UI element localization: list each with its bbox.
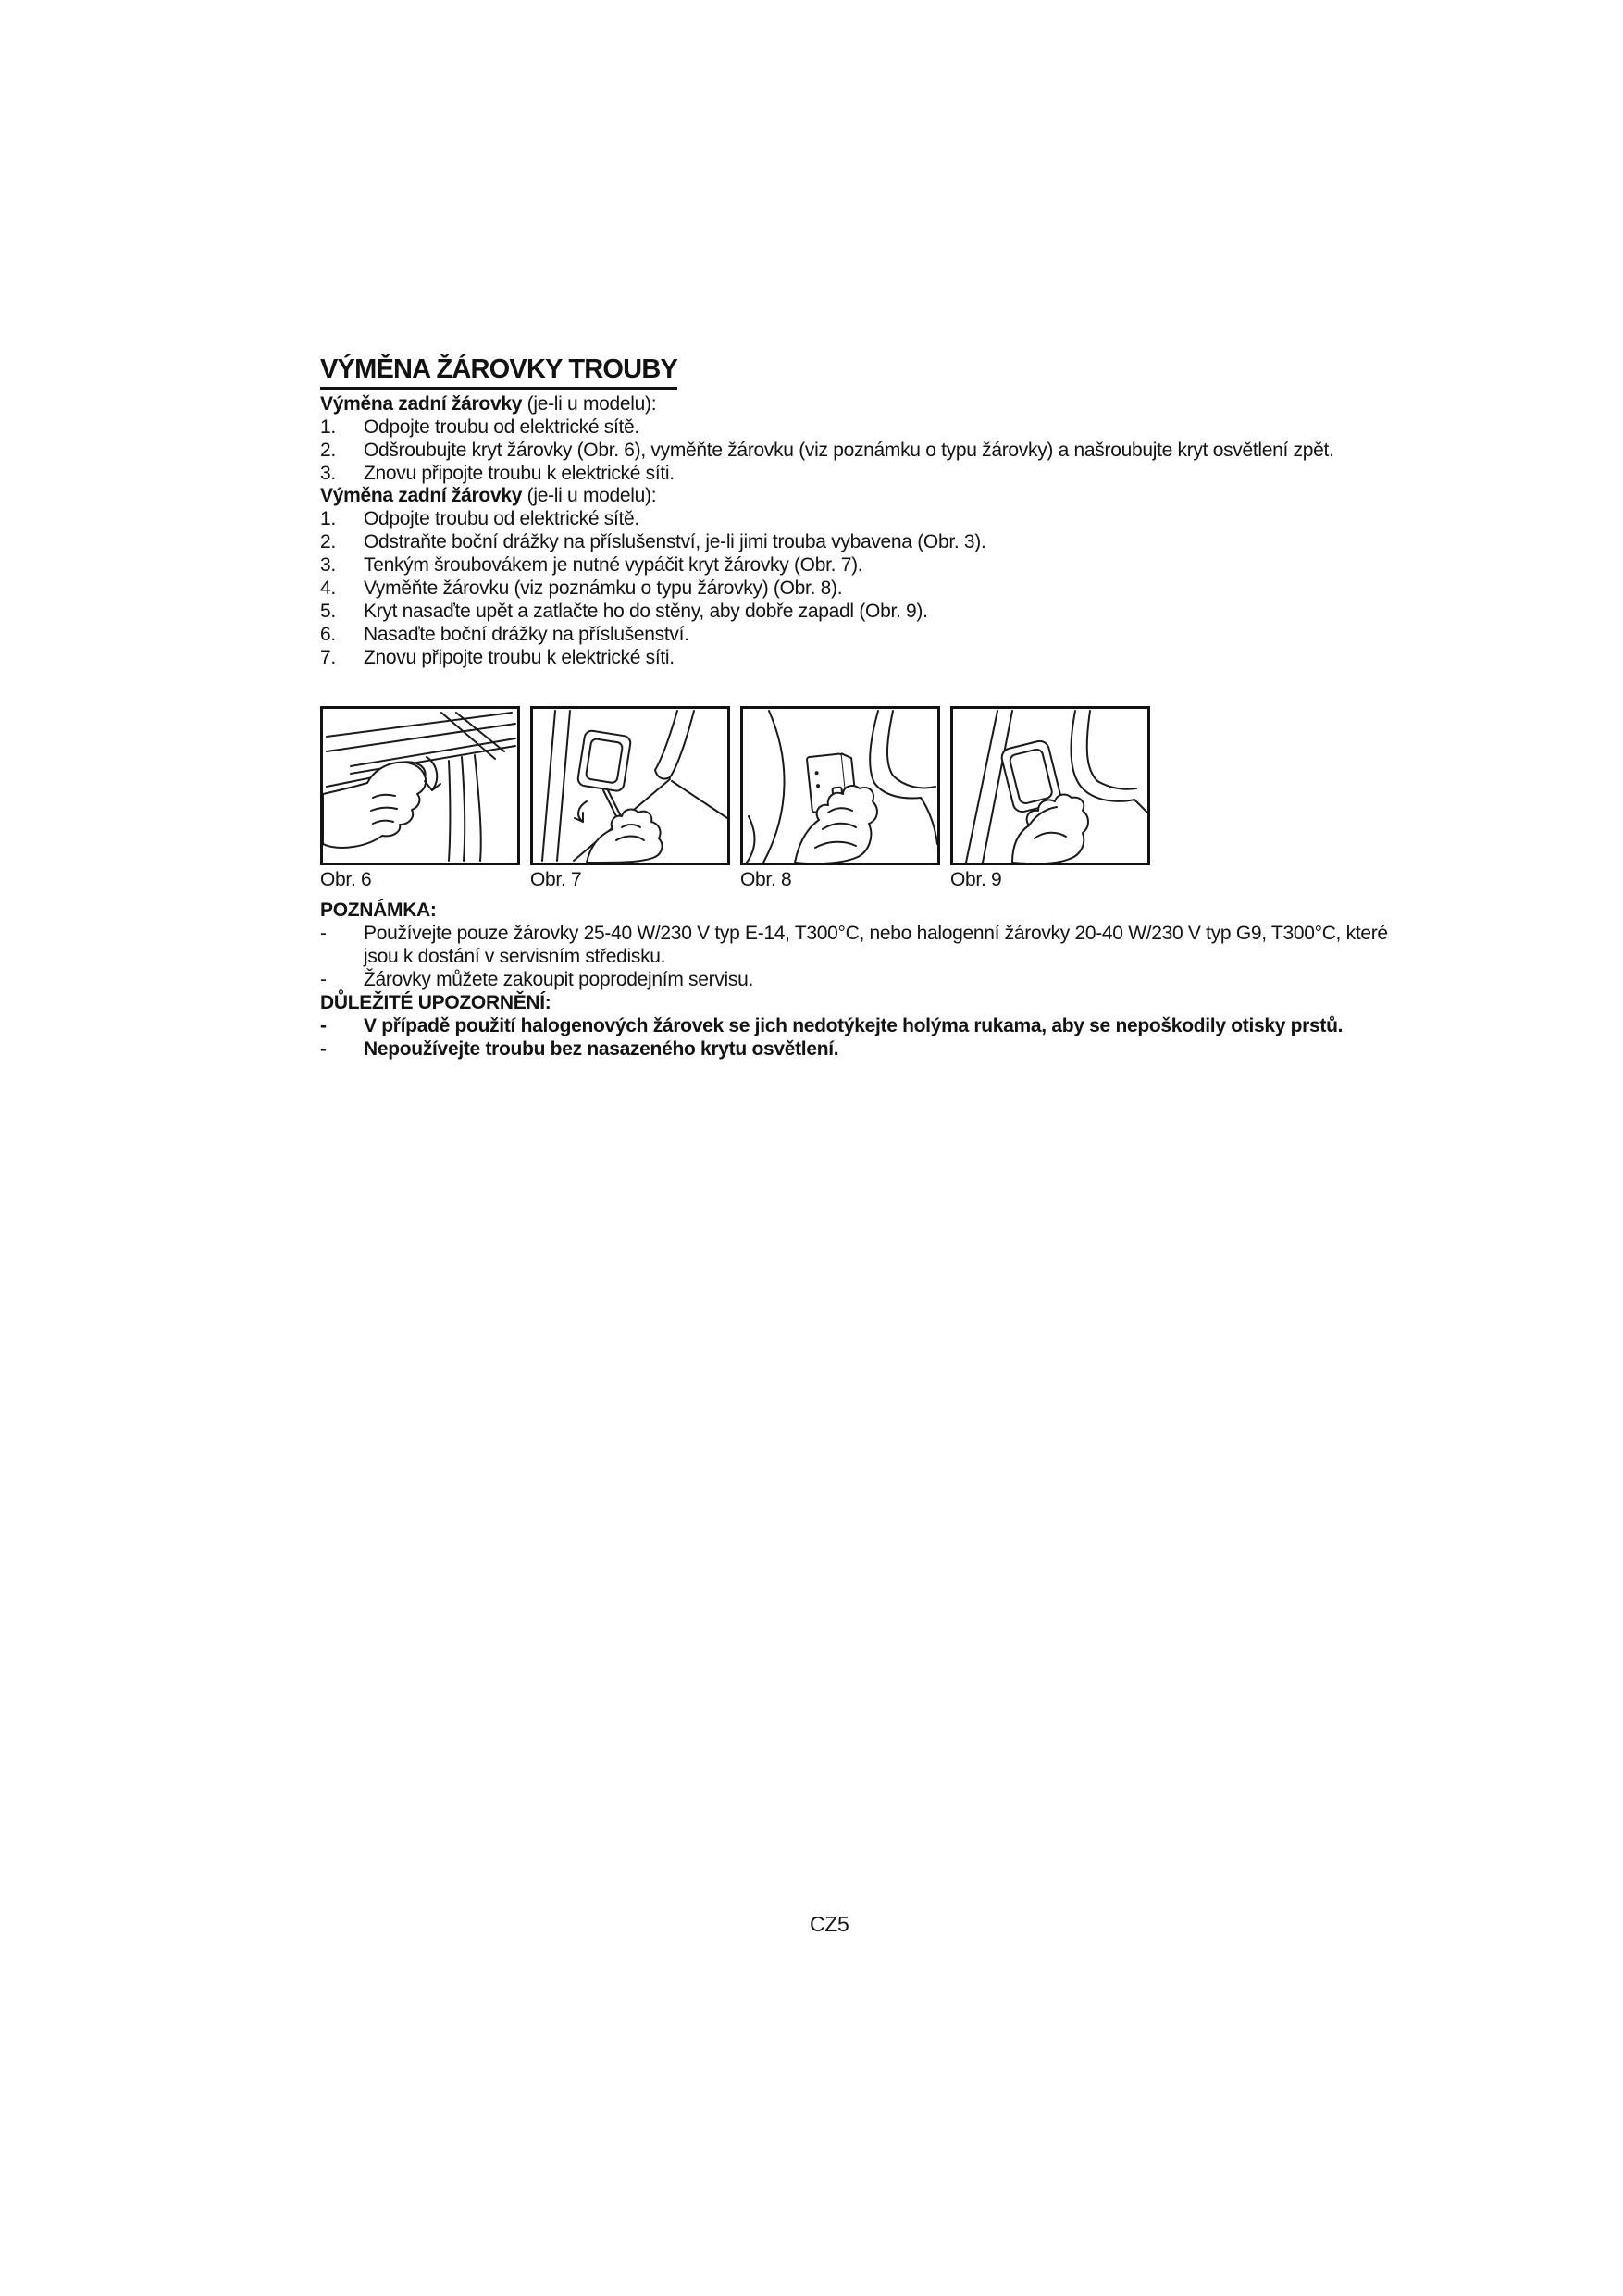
list-item bbox=[320, 462, 1334, 485]
item-text: Vyměňte žárovku (viz poznámku o typu žárovky) (Obr. 8). bbox=[364, 577, 843, 599]
obr-8-illustration bbox=[743, 709, 937, 863]
list-item bbox=[320, 1014, 1343, 1037]
item-number: 4. bbox=[320, 577, 336, 599]
list-item bbox=[320, 577, 986, 600]
section-2-heading-bold: Výměna zadní žárovky bbox=[320, 485, 523, 506]
item-text: Odpojte troubu od elektrické sítě. bbox=[364, 508, 639, 529]
item-text: Nepoužívejte troubu bez nasazeného krytu osvětlení. bbox=[364, 1038, 839, 1060]
figure-obr-6 bbox=[320, 706, 520, 891]
item-number: 3. bbox=[320, 463, 336, 484]
item-number: 2. bbox=[320, 531, 336, 552]
item-bullet: - bbox=[320, 1015, 327, 1036]
item-number: 3. bbox=[320, 554, 336, 576]
item-text: Znovu připojte troubu k elektrické síti. bbox=[364, 463, 675, 484]
section-2-heading bbox=[320, 484, 656, 507]
item-text: Tenkým šroubovákem je nutné vypáčit kryt žárovky (Obr. 7). bbox=[364, 554, 863, 576]
warning-heading: DŮLEŽITÉ UPOZORNĚNÍ: bbox=[320, 992, 551, 1013]
list-item bbox=[320, 1037, 1343, 1061]
figure-obr-7 bbox=[530, 706, 730, 891]
item-number: 1. bbox=[320, 416, 336, 438]
figures-row bbox=[320, 706, 1150, 891]
item-text-line: Používejte pouze žárovky 25-40 W/230 V typ E-14, T300°C, nebo halogenní žárovky 20-40 W/230 V typ G9, T300°C, které bbox=[364, 923, 1388, 944]
item-bullet: - bbox=[320, 969, 327, 990]
figure-caption: Obr. 9 bbox=[950, 869, 1002, 890]
section-2-heading-rest: (je-li u modelu): bbox=[522, 485, 657, 506]
item-text-line: jsou k dostání v servisním středisku. bbox=[364, 946, 666, 967]
section-1-heading bbox=[320, 392, 656, 416]
item-text: Odšroubujte kryt žárovky (Obr. 6), vyměňte žárovku (viz poznámku o typu žárovky) a našroubujte kryt osvětlení zpět. bbox=[364, 440, 1334, 461]
item-text: V případě použití halogenových žárovek se jich nedotýkejte holýma rukama, aby se nepoškodily otisky prstů. bbox=[364, 1015, 1344, 1036]
item-bullet: - bbox=[320, 1038, 327, 1060]
list-item bbox=[320, 922, 1388, 968]
item-text: Nasaďte boční drážky na příslušenství. bbox=[364, 624, 689, 645]
list-item bbox=[320, 600, 986, 623]
figure-box bbox=[740, 706, 940, 865]
section-1-heading-rest: (je-li u modelu): bbox=[522, 393, 657, 415]
section-1-heading-bold: Výměna zadní žárovky bbox=[320, 393, 523, 415]
item-text: Odpojte troubu od elektrické sítě. bbox=[364, 416, 639, 438]
section-2-list bbox=[320, 507, 986, 669]
item-number: 1. bbox=[320, 508, 336, 529]
item-number: 2. bbox=[320, 440, 336, 461]
list-item bbox=[320, 646, 986, 669]
item-number: 7. bbox=[320, 647, 336, 668]
list-item bbox=[320, 623, 986, 646]
figure-caption: Obr. 7 bbox=[530, 869, 582, 890]
section-1-list bbox=[320, 416, 1334, 485]
figure-box bbox=[530, 706, 730, 865]
obr-9-illustration bbox=[953, 709, 1147, 863]
obr-7-illustration bbox=[533, 709, 727, 863]
list-item bbox=[320, 507, 986, 530]
figure-box bbox=[950, 706, 1150, 865]
list-item bbox=[320, 416, 1334, 439]
item-bullet: - bbox=[320, 923, 327, 944]
list-item bbox=[320, 439, 1334, 462]
item-text: Znovu připojte troubu k elektrické síti. bbox=[364, 647, 675, 668]
warning-list bbox=[320, 1014, 1343, 1061]
figure-obr-8 bbox=[740, 706, 940, 891]
item-text: Žárovky můžete zakoupit poprodejním servisu. bbox=[364, 969, 753, 990]
item-number: 6. bbox=[320, 624, 336, 645]
page-title: VÝMĚNA ŽÁROVKY TROUBY bbox=[320, 354, 677, 390]
item-number: 5. bbox=[320, 601, 336, 622]
item-text bbox=[364, 922, 1388, 968]
note-heading: POZNÁMKA: bbox=[320, 900, 437, 921]
item-text: Kryt nasaďte upět a zatlačte ho do stěny, aby dobře zapadl (Obr. 9). bbox=[364, 601, 928, 622]
note-list bbox=[320, 922, 1388, 991]
figure-caption: Obr. 6 bbox=[320, 869, 372, 890]
figure-caption: Obr. 8 bbox=[740, 869, 792, 890]
figure-box bbox=[320, 706, 520, 865]
list-item bbox=[320, 530, 986, 553]
list-item bbox=[320, 553, 986, 577]
page-number: CZ5 bbox=[810, 1912, 849, 1936]
item-text: Odstraňte boční drážky na příslušenství, je-li jimi trouba vybavena (Obr. 3). bbox=[364, 531, 986, 552]
obr-6-illustration bbox=[323, 709, 517, 863]
list-item bbox=[320, 968, 1388, 991]
figure-obr-9 bbox=[950, 706, 1150, 891]
